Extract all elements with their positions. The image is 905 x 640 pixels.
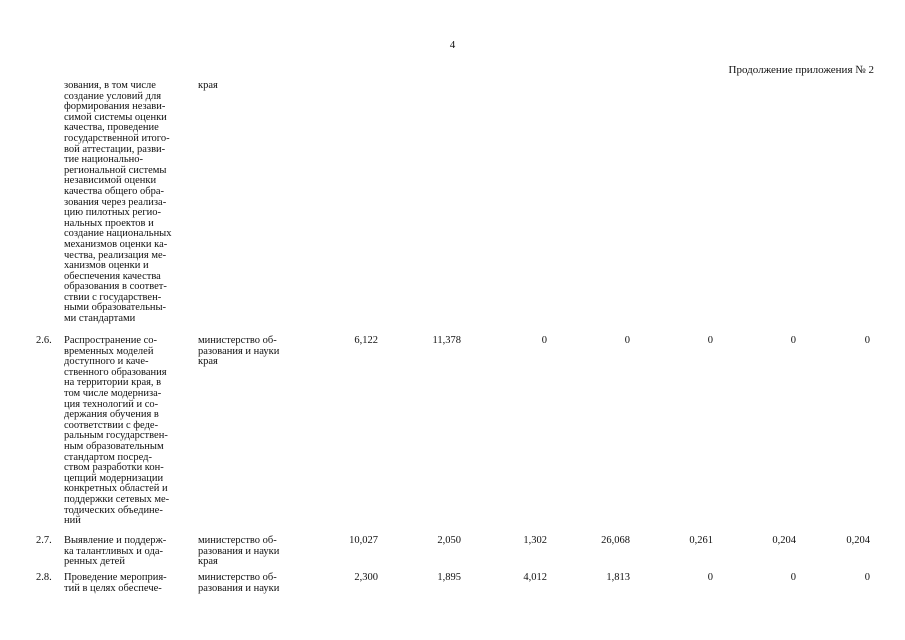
- value-cell: 2,300: [354, 572, 378, 583]
- appendix-note: Продолжение приложения № 2: [728, 64, 874, 76]
- row-number: 2.7.: [36, 535, 52, 546]
- row-description: Распространение со- временных моделей доступного и каче- ственного образования на территории края, в том числе модерниза- ция технологий и со- держания обучения в соответствии с феде- ральным государствен- ным образовательным стандартом посред- ством разработки кон- цепций модернизации конкретных областей и поддержки сетевых ме- тодических объедине- ний: [64, 335, 170, 527]
- value-cell: 6,122: [354, 335, 378, 346]
- value-cell: 0: [707, 335, 713, 346]
- value-cell: 1,895: [437, 572, 461, 583]
- value-cell: 0: [864, 572, 870, 583]
- value-cell: 0: [790, 572, 796, 583]
- row-description: Проведение мероприя- тий в целях обеспече-: [64, 572, 167, 594]
- value-cell: 0,204: [846, 535, 870, 546]
- page-number: 4: [449, 39, 456, 51]
- row-executor: министерство об- разования и науки: [198, 572, 280, 594]
- value-cell: 2,050: [437, 535, 461, 546]
- value-cell: 26,068: [601, 535, 630, 546]
- value-cell: 0,204: [772, 535, 796, 546]
- value-cell: 0: [541, 335, 547, 346]
- continuation-executor: края: [198, 80, 218, 91]
- row-description: Выявление и поддерж- ка талантливых и ода- ренных детей: [64, 535, 167, 568]
- value-cell: 10,027: [349, 535, 378, 546]
- row-executor: министерство об- разования и науки края: [198, 335, 280, 368]
- value-cell: 0: [790, 335, 796, 346]
- value-cell: 0: [864, 335, 870, 346]
- row-number: 2.6.: [36, 335, 52, 346]
- continuation-description: зования, в том числе создание условий для формирования незави- симой системы оценки качества, проведение государственной итого- вой аттестации, разви- тие национально- региональной системы независимой оценки качества общего обра- зования через реализа- цию пилотных регио- нальных проектов и создание национальных механизмов оценки ка- чества, реализация ме- ханизмов оценки и обеспечения качества образования в соответ- ствии с государствен- ными образовательны- ми стандартами: [64, 80, 172, 325]
- value-cell: 0: [624, 335, 630, 346]
- row-number: 2.8.: [36, 572, 52, 583]
- value-cell: 4,012: [523, 572, 547, 583]
- value-cell: 0: [707, 572, 713, 583]
- value-cell: 0,261: [689, 535, 713, 546]
- row-executor: министерство об- разования и науки края: [198, 535, 280, 568]
- value-cell: 1,813: [606, 572, 630, 583]
- value-cell: 11,378: [432, 335, 461, 346]
- value-cell: 1,302: [523, 535, 547, 546]
